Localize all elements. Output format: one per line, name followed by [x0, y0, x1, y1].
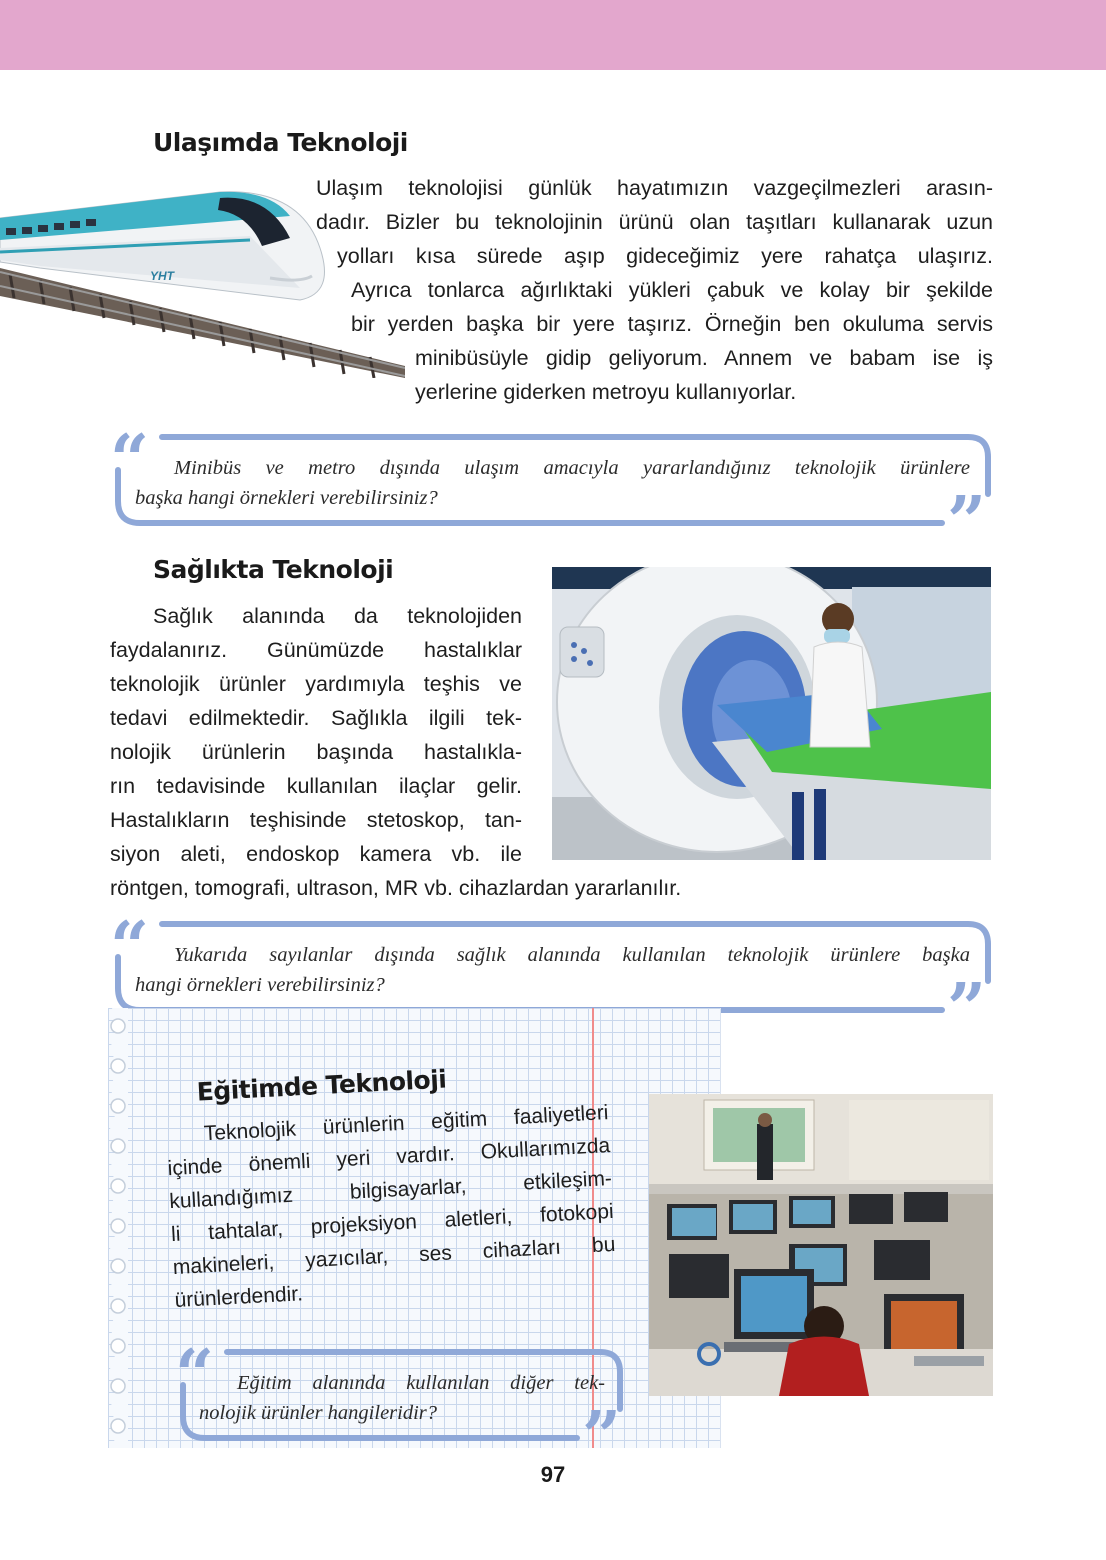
text-line: kullandığımız bilgisayarlar, etkileşim- [168, 1167, 613, 1214]
question-line: Minibüs ve metro dışında ulaşım amacıyla yararlandığınız teknolojik ürünlere [174, 457, 970, 479]
page-header-band [0, 0, 1106, 70]
text-line: makineleri, yazıcılar, ses cihazları bu [172, 1232, 616, 1280]
transport-title: Ulaşımda Teknoloji [153, 128, 408, 157]
text-line: Ayrıca tonlarca ağırlıktaki yükleri çabuk ve kolay bir şekilde [351, 278, 993, 302]
text-line: Teknolojik ürünlerin eğitim faaliyetleri [203, 1101, 609, 1146]
close-quote-icon: ” [947, 482, 987, 562]
health-title: Sağlıkta Teknoloji [153, 555, 394, 584]
text-line: Hastalıkların teşhisinde stetoskop, tan- [110, 808, 522, 832]
text-line: li tahtalar, projeksiyon aletleri, fotokopi [170, 1199, 615, 1247]
transport-question-box [110, 420, 995, 562]
page-number: 97 [540, 1462, 566, 1487]
text-line: Sağlık alanında da teknolojiden [153, 604, 522, 628]
svg-text:YHT: YHT [150, 269, 174, 283]
text-line: yerlerine giderken metroyu kullanıyorlar. [415, 380, 797, 404]
question-line: nolojik ürünler hangileridir? [199, 1402, 438, 1424]
text-line: tedavi edilmektedir. Sağlıkla ilgili tek- [110, 706, 522, 730]
text-line: yolları kısa sürede aşıp gideceğimiz yere rahatça ulaşırız. [337, 244, 993, 268]
text-line: bir yerden başka bir yere taşırız. Örneğin ben okuluma servis [351, 312, 993, 336]
question-line: Yukarıda sayılanlar dışında sağlık alanında kullanılan teknolojik ürünlere başka [174, 944, 970, 966]
education-title: Eğitimde Teknoloji [195, 1064, 448, 1107]
binder-holes-icon [88, 1008, 128, 1448]
text-line: minibüsüyle gidip geliyorum. Annem ve babam ise iş [415, 346, 993, 370]
computer-classroom-photo [649, 1094, 993, 1396]
education-text-block [150, 1035, 635, 1359]
text-line: siyon aleti, endoskop kamera vb. ile [110, 842, 522, 866]
question-line: hangi örnekleri verebilirsiniz? [135, 974, 385, 996]
ct-scanner-photo [552, 567, 991, 860]
close-quote-icon: ” [947, 969, 987, 1049]
text-line: rın tedavisinde kullanılan ilaçlar gelir. [110, 774, 522, 798]
question-line: Eğitim alanında kullanılan diğer tek- [237, 1372, 605, 1394]
open-quote-icon: “ [175, 1335, 215, 1415]
question-line: başka hangi örnekleri verebilirsiniz? [135, 487, 438, 509]
text-line: teknolojik ürünler yardımıyla teşhis ve [110, 672, 522, 696]
close-quote-icon: ” [582, 1397, 622, 1477]
text-line: dadır. Bizler bu teknolojinin ürünü olan taşıtları kullanarak uzun [316, 210, 993, 234]
text-line: ürünlerdendir. [174, 1282, 304, 1313]
open-quote-icon: “ [110, 420, 150, 500]
text-line: röntgen, tomografi, ultrason, MR vb. cihazlardan yararlanılır. [110, 876, 682, 900]
text-line: nolojik ürünlerin başında hastalıkla- [110, 740, 522, 764]
text-line: Ulaşım teknolojisi günlük hayatımızın vazgeçilmezleri arasın- [316, 176, 993, 200]
open-quote-icon: “ [110, 907, 150, 987]
text-line: faydalanırız. Günümüzde hastalıklar [110, 638, 522, 662]
text-line: içinde önemli yeri vardır. Okullarımızda [167, 1134, 611, 1181]
